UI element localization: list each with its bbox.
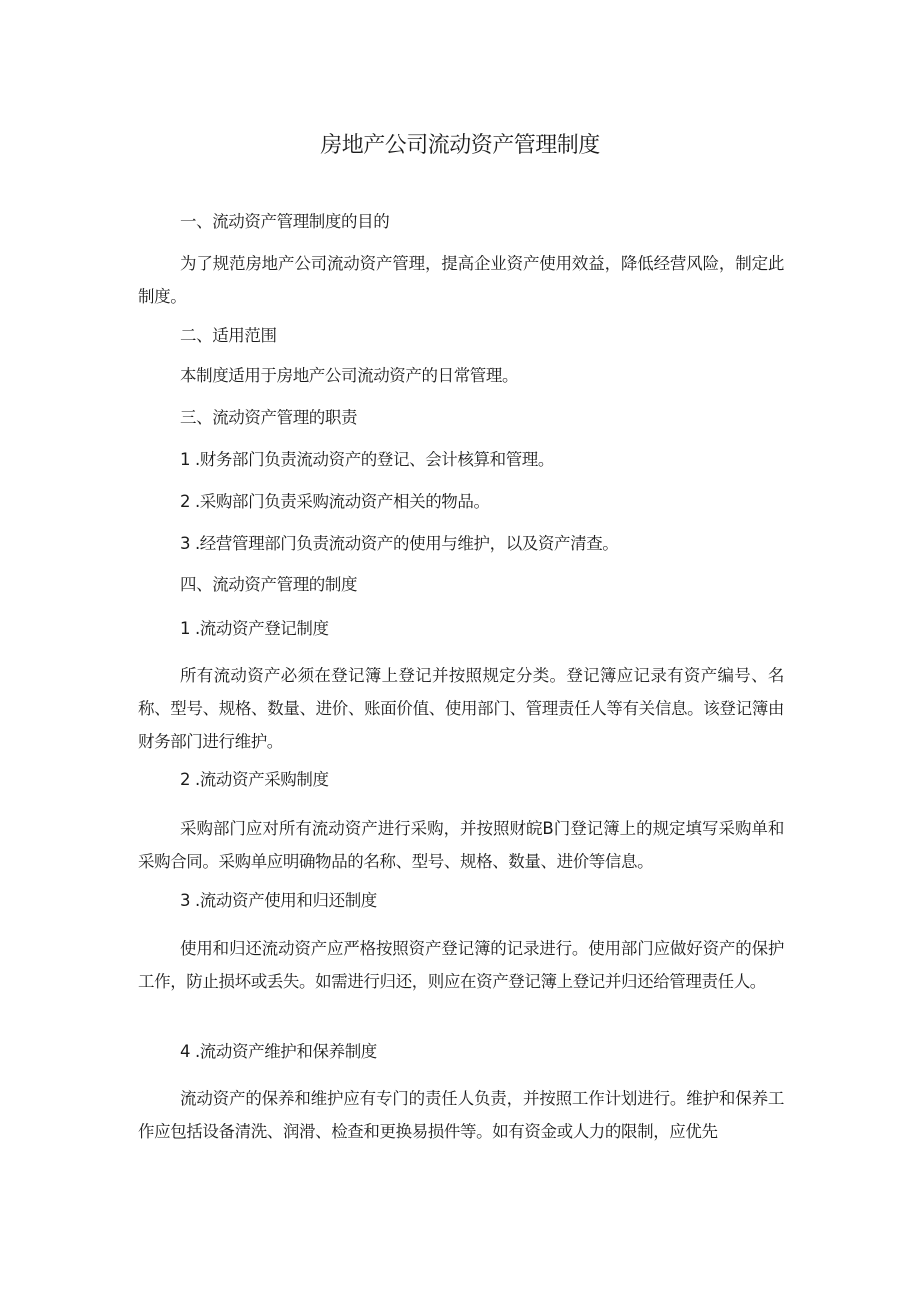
rule-heading-3: 3 .流动资产使用和归还制度 [180, 891, 377, 910]
section-heading-purpose: 一、流动资产管理制度的目的 [180, 212, 390, 231]
rule-heading-4: 4 .流动资产维护和保养制度 [180, 1042, 377, 1061]
rule-heading-2: 2 .流动资产采购制度 [180, 770, 329, 789]
section-heading-rules: 四、流动资产管理的制度 [180, 575, 358, 594]
duty-item-2: 2 .采购部门负责采购流动资产相关的物品。 [180, 492, 490, 511]
rule-paragraph-3: 使用和归还流动资产应严格按照资产登记簿的记录进行。使用部门应做好资产的保护工作，防止损坏或丢失。如需进行归还，则应在资产登记簿上登记并归还给管理责任人。 [138, 939, 784, 991]
duty-item-3: 3 .经营管理部门负责流动资产的使用与维护，以及资产清查。 [180, 534, 619, 553]
rule-heading-1: 1 .流动资产登记制度 [180, 619, 329, 638]
section-heading-scope: 二、适用范围 [180, 326, 277, 345]
rule-paragraph-2: 采购部门应对所有流动资产进行采购，并按照财皖B门登记簿上的规定填写采购单和采购合同。采购单应明确物品的名称、型号、规格、数量、进价等信息。 [138, 819, 784, 871]
duty-item-1: 1 .财务部门负责流动资产的登记、会计核算和管理。 [180, 450, 554, 469]
section-heading-duties: 三、流动资产管理的职责 [180, 408, 358, 427]
paragraph-scope: 本制度适用于房地产公司流动资产的日常管理。 [180, 366, 519, 385]
rule-paragraph-1: 所有流动资产必须在登记簿上登记并按照规定分类。登记簿应记录有资产编号、名称、型号、规格、数量、进价、账面价值、使用部门、管理责任人等有关信息。该登记簿由财务部门进行维护。 [138, 666, 784, 751]
rule-paragraph-4: 流动资产的保养和维护应有专门的责任人负责，并按照工作计划进行。维护和保养工作应包括设备清洗、润滑、检查和更换易损件等。如有资金或人力的限制，应优先 [138, 1089, 784, 1141]
paragraph-purpose: 为了规范房地产公司流动资产管理，提高企业资产使用效益，降低经营风险，制定此制度。 [138, 254, 784, 306]
document-title: 房地产公司流动资产管理制度 [320, 133, 600, 158]
